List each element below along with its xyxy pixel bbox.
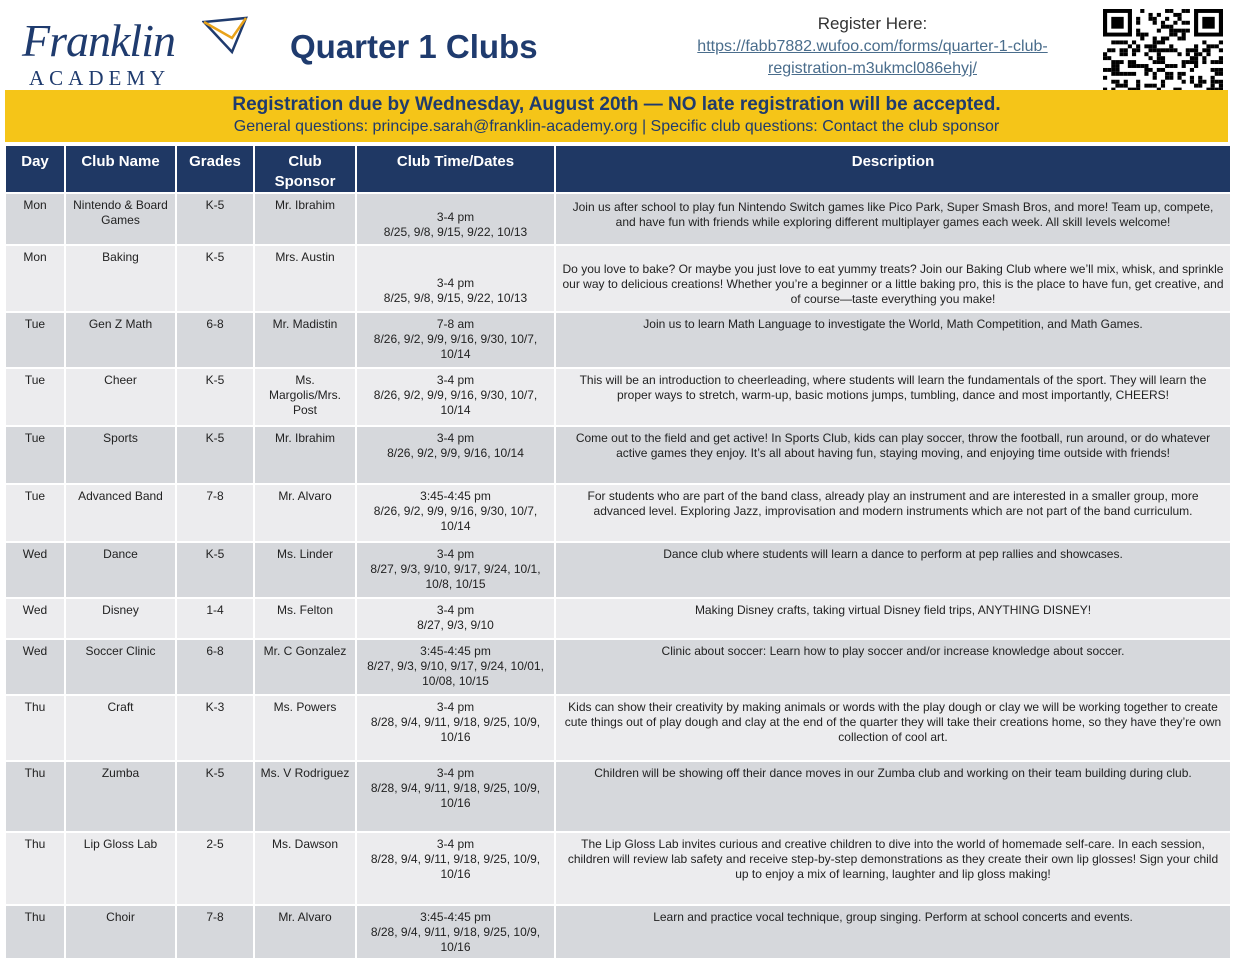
description-cell: Children will be showing off their dance moves in our Zumba club and working on their team building during club.	[555, 761, 1231, 832]
grades-cell: 6-8	[176, 312, 254, 368]
table-row	[5, 193, 1231, 245]
club-time: 3:45-4:45 pm	[420, 489, 491, 503]
description-cell: Dance club where students will learn a dance to perform at pep rallies and showcases.	[555, 542, 1231, 598]
registration-link[interactable]: https://fabb7882.wufoo.com/forms/quarter-1-club-registration-m3ukmcl086ehyj/	[697, 38, 1048, 77]
club-time-cell	[356, 193, 555, 245]
description-cell: Come out to the field and get active! In Sports Club, kids can play soccer, throw the football, run around, or do whatever active games they enjoy. It’s all about having fun, staying moving, and enjoying time outside with friends!	[555, 426, 1231, 484]
day-cell: Wed	[5, 639, 65, 695]
club-time: 3-4 pm	[436, 547, 475, 561]
club-name-cell: Nintendo & Board Games	[65, 193, 176, 245]
sponsor-cell: Ms. Margolis/Mrs. Post	[254, 368, 356, 426]
grades-cell: K-3	[176, 695, 254, 761]
club-dates: 8/27, 9/3, 9/10	[417, 618, 494, 632]
club-dates: 8/26, 9/2, 9/9, 9/16, 9/30, 10/7, 10/14	[373, 332, 538, 361]
club-dates: 8/26, 9/2, 9/9, 9/16, 9/30, 10/7, 10/14	[373, 504, 538, 533]
day-cell: Tue	[5, 426, 65, 484]
club-name-cell: Craft	[65, 695, 176, 761]
club-time-cell	[356, 245, 555, 312]
club-dates: 8/25, 9/8, 9/15, 9/22, 10/13	[383, 291, 528, 305]
day-cell: Thu	[5, 695, 65, 761]
club-time-cell	[356, 484, 555, 542]
sponsor-cell: Ms. Dawson	[254, 832, 356, 905]
description-cell: This will be an introduction to cheerleading, where students will learn the fundamentals of the sport. They will learn the proper ways to stretch, warm-up, basic motions jumps, tumbling, dance and most importantly, CHEERS!	[555, 368, 1231, 426]
grades-cell: K-5	[176, 368, 254, 426]
club-name-cell: Dance	[65, 542, 176, 598]
club-time-cell	[356, 542, 555, 598]
clubs-table	[4, 144, 1232, 958]
page-title: Quarter 1 Clubs	[290, 28, 538, 65]
club-time: 3-4 pm	[436, 837, 475, 851]
sponsor-cell: Ms. Felton	[254, 598, 356, 639]
sponsor-cell: Ms. Powers	[254, 695, 356, 761]
club-time-cell	[356, 639, 555, 695]
register-block	[655, 14, 1090, 80]
sponsor-cell: Mr. Madistin	[254, 312, 356, 368]
col-header-club-name: Club Name	[65, 145, 176, 193]
grades-cell: 7-8	[176, 905, 254, 958]
description-cell: For students who are part of the band class, already play an instrument and are interested in a smaller group, more advanced level. Exploring Jazz, improvisation and modern instruments which are not part of the band curriculum.	[555, 484, 1231, 542]
table-row	[5, 905, 1231, 958]
grades-cell: 2-5	[176, 832, 254, 905]
day-cell: Wed	[5, 542, 65, 598]
club-name-cell: Zumba	[65, 761, 176, 832]
sponsor-cell: Mr. Alvaro	[254, 484, 356, 542]
kite-icon	[202, 16, 250, 56]
description-cell: Kids can show their creativity by making animals or words with the play dough or clay we will be working together to create cute things out of play dough and clay at the end of the quarter they will take their creations home, so they have they’re own collection of cool art.	[555, 695, 1231, 761]
grades-cell: 1-4	[176, 598, 254, 639]
table-row	[5, 368, 1231, 426]
table-row	[5, 312, 1231, 368]
day-cell: Thu	[5, 761, 65, 832]
table-row	[5, 761, 1231, 832]
description-cell: Learn and practice vocal technique, group singing. Perform at school concerts and events.	[555, 905, 1231, 958]
description-cell: Do you love to bake? Or maybe you just love to eat yummy treats? Join our Baking Club where we’ll mix, whisk, and sprinkle our way to delicious creations! Whether you’re a beginner or a little baking pro, this is the place to have fun, get creative, and of course—taste everything you make!	[555, 245, 1231, 312]
club-dates: 8/28, 9/4, 9/11, 9/18, 9/25, 10/9, 10/16	[370, 925, 541, 954]
club-time: 3-4 pm	[436, 210, 475, 224]
table-row	[5, 426, 1231, 484]
club-dates: 8/28, 9/4, 9/11, 9/18, 9/25, 10/9, 10/16	[370, 715, 541, 744]
club-time: 3:45-4:45 pm	[420, 644, 491, 658]
sponsor-cell: Mr. C Gonzalez	[254, 639, 356, 695]
table-row	[5, 832, 1231, 905]
club-time: 3-4 pm	[436, 431, 475, 445]
club-name-cell: Disney	[65, 598, 176, 639]
grades-cell: 7-8	[176, 484, 254, 542]
club-time: 3-4 pm	[436, 700, 475, 714]
grades-cell: K-5	[176, 761, 254, 832]
club-time: 3-4 pm	[436, 603, 475, 617]
day-cell: Mon	[5, 193, 65, 245]
description-cell: The Lip Gloss Lab invites curious and creative children to dive into the world of homemade self-care. In each session, children will review lab safety and receive step-by-step demonstrations as they create their own lip glosses! Sign your child up to enjoy a mix of learning, laughter and lip gloss making!	[555, 832, 1231, 905]
day-cell: Thu	[5, 905, 65, 958]
club-dates: 8/25, 9/8, 9/15, 9/22, 10/13	[383, 225, 528, 239]
club-dates: 8/26, 9/2, 9/9, 9/16, 10/14	[387, 446, 524, 460]
table-row	[5, 598, 1231, 639]
day-cell: Tue	[5, 368, 65, 426]
description-cell: Making Disney crafts, taking virtual Disney field trips, ANYTHING DISNEY!	[555, 598, 1231, 639]
club-name-cell: Sports	[65, 426, 176, 484]
club-time: 3-4 pm	[436, 766, 475, 780]
club-dates: 8/27, 9/3, 9/10, 9/17, 9/24, 10/1, 10/8, 10/15	[370, 562, 541, 591]
day-cell: Tue	[5, 312, 65, 368]
description-cell: Join us after school to play fun Nintendo Switch games like Pico Park, Super Smash Bros, and more! Team up, compete, and have fun with friends while exploring different multiplayer games each week. All skill levels welcome!	[555, 193, 1231, 245]
club-time: 3-4 pm	[436, 373, 475, 387]
col-header-club-sponsor: Club Sponsor	[254, 145, 356, 193]
club-name-cell: Choir	[65, 905, 176, 958]
table-row	[5, 484, 1231, 542]
day-cell: Thu	[5, 832, 65, 905]
club-time-cell	[356, 905, 555, 958]
banner-contact: General questions: principe.sarah@franklin-academy.org | Specific club questions: Contact the club sponsor	[233, 118, 1000, 135]
club-time-cell	[356, 598, 555, 639]
sponsor-cell: Mr. Alvaro	[254, 905, 356, 958]
col-header-club-time: Club Time/Dates	[356, 145, 555, 193]
club-name-cell: Advanced Band	[65, 484, 176, 542]
sponsor-cell: Ms. Linder	[254, 542, 356, 598]
table-row	[5, 245, 1231, 312]
day-cell: Tue	[5, 484, 65, 542]
description-cell: Join us to learn Math Language to investigate the World, Math Competition, and Math Games.	[555, 312, 1231, 368]
club-name-cell: Lip Gloss Lab	[65, 832, 176, 905]
col-header-description: Description	[555, 145, 1231, 193]
grades-cell: 6-8	[176, 639, 254, 695]
club-dates: 8/26, 9/2, 9/9, 9/16, 9/30, 10/7, 10/14	[373, 388, 538, 417]
club-name-cell: Gen Z Math	[65, 312, 176, 368]
club-dates: 8/28, 9/4, 9/11, 9/18, 9/25, 10/9, 10/16	[370, 852, 541, 881]
club-name-cell: Cheer	[65, 368, 176, 426]
club-time-cell	[356, 761, 555, 832]
club-dates: 8/27, 9/3, 9/10, 9/17, 9/24, 10/01, 10/08, 10/15	[367, 659, 544, 688]
club-time-cell	[356, 312, 555, 368]
grades-cell: K-5	[176, 245, 254, 312]
sponsor-cell: Mrs. Austin	[254, 245, 356, 312]
grades-cell: K-5	[176, 193, 254, 245]
sponsor-cell: Ms. V Rodriguez	[254, 761, 356, 832]
day-cell: Wed	[5, 598, 65, 639]
col-header-day: Day	[5, 145, 65, 193]
club-name-cell: Soccer Clinic	[65, 639, 176, 695]
club-time-cell	[356, 832, 555, 905]
banner-deadline: Registration due by Wednesday, August 20th — NO late registration will be accepted.	[232, 94, 1001, 115]
club-time: 3:45-4:45 pm	[420, 910, 491, 924]
table-row	[5, 542, 1231, 598]
registration-banner	[5, 90, 1228, 142]
col-header-grades: Grades	[176, 145, 254, 193]
club-time: 3-4 pm	[436, 276, 475, 290]
grades-cell: K-5	[176, 426, 254, 484]
club-name-cell: Baking	[65, 245, 176, 312]
club-time-cell	[356, 426, 555, 484]
club-time-cell	[356, 695, 555, 761]
table-row	[5, 695, 1231, 761]
logo-wordmark: Franklin	[22, 15, 175, 66]
register-label: Register Here:	[817, 14, 928, 33]
sponsor-cell: Mr. Ibrahim	[254, 193, 356, 245]
day-cell: Mon	[5, 245, 65, 312]
table-row	[5, 639, 1231, 695]
club-time: 7-8 am	[436, 317, 475, 331]
logo-academy-text: ACADEMY	[29, 66, 171, 90]
table-header-row	[5, 145, 1231, 193]
club-dates: 8/28, 9/4, 9/11, 9/18, 9/25, 10/9, 10/16	[370, 781, 541, 810]
sponsor-cell: Mr. Ibrahim	[254, 426, 356, 484]
franklin-academy-logo	[22, 8, 262, 94]
grades-cell: K-5	[176, 542, 254, 598]
description-cell: Clinic about soccer: Learn how to play soccer and/or increase knowledge about soccer.	[555, 639, 1231, 695]
club-time-cell	[356, 368, 555, 426]
